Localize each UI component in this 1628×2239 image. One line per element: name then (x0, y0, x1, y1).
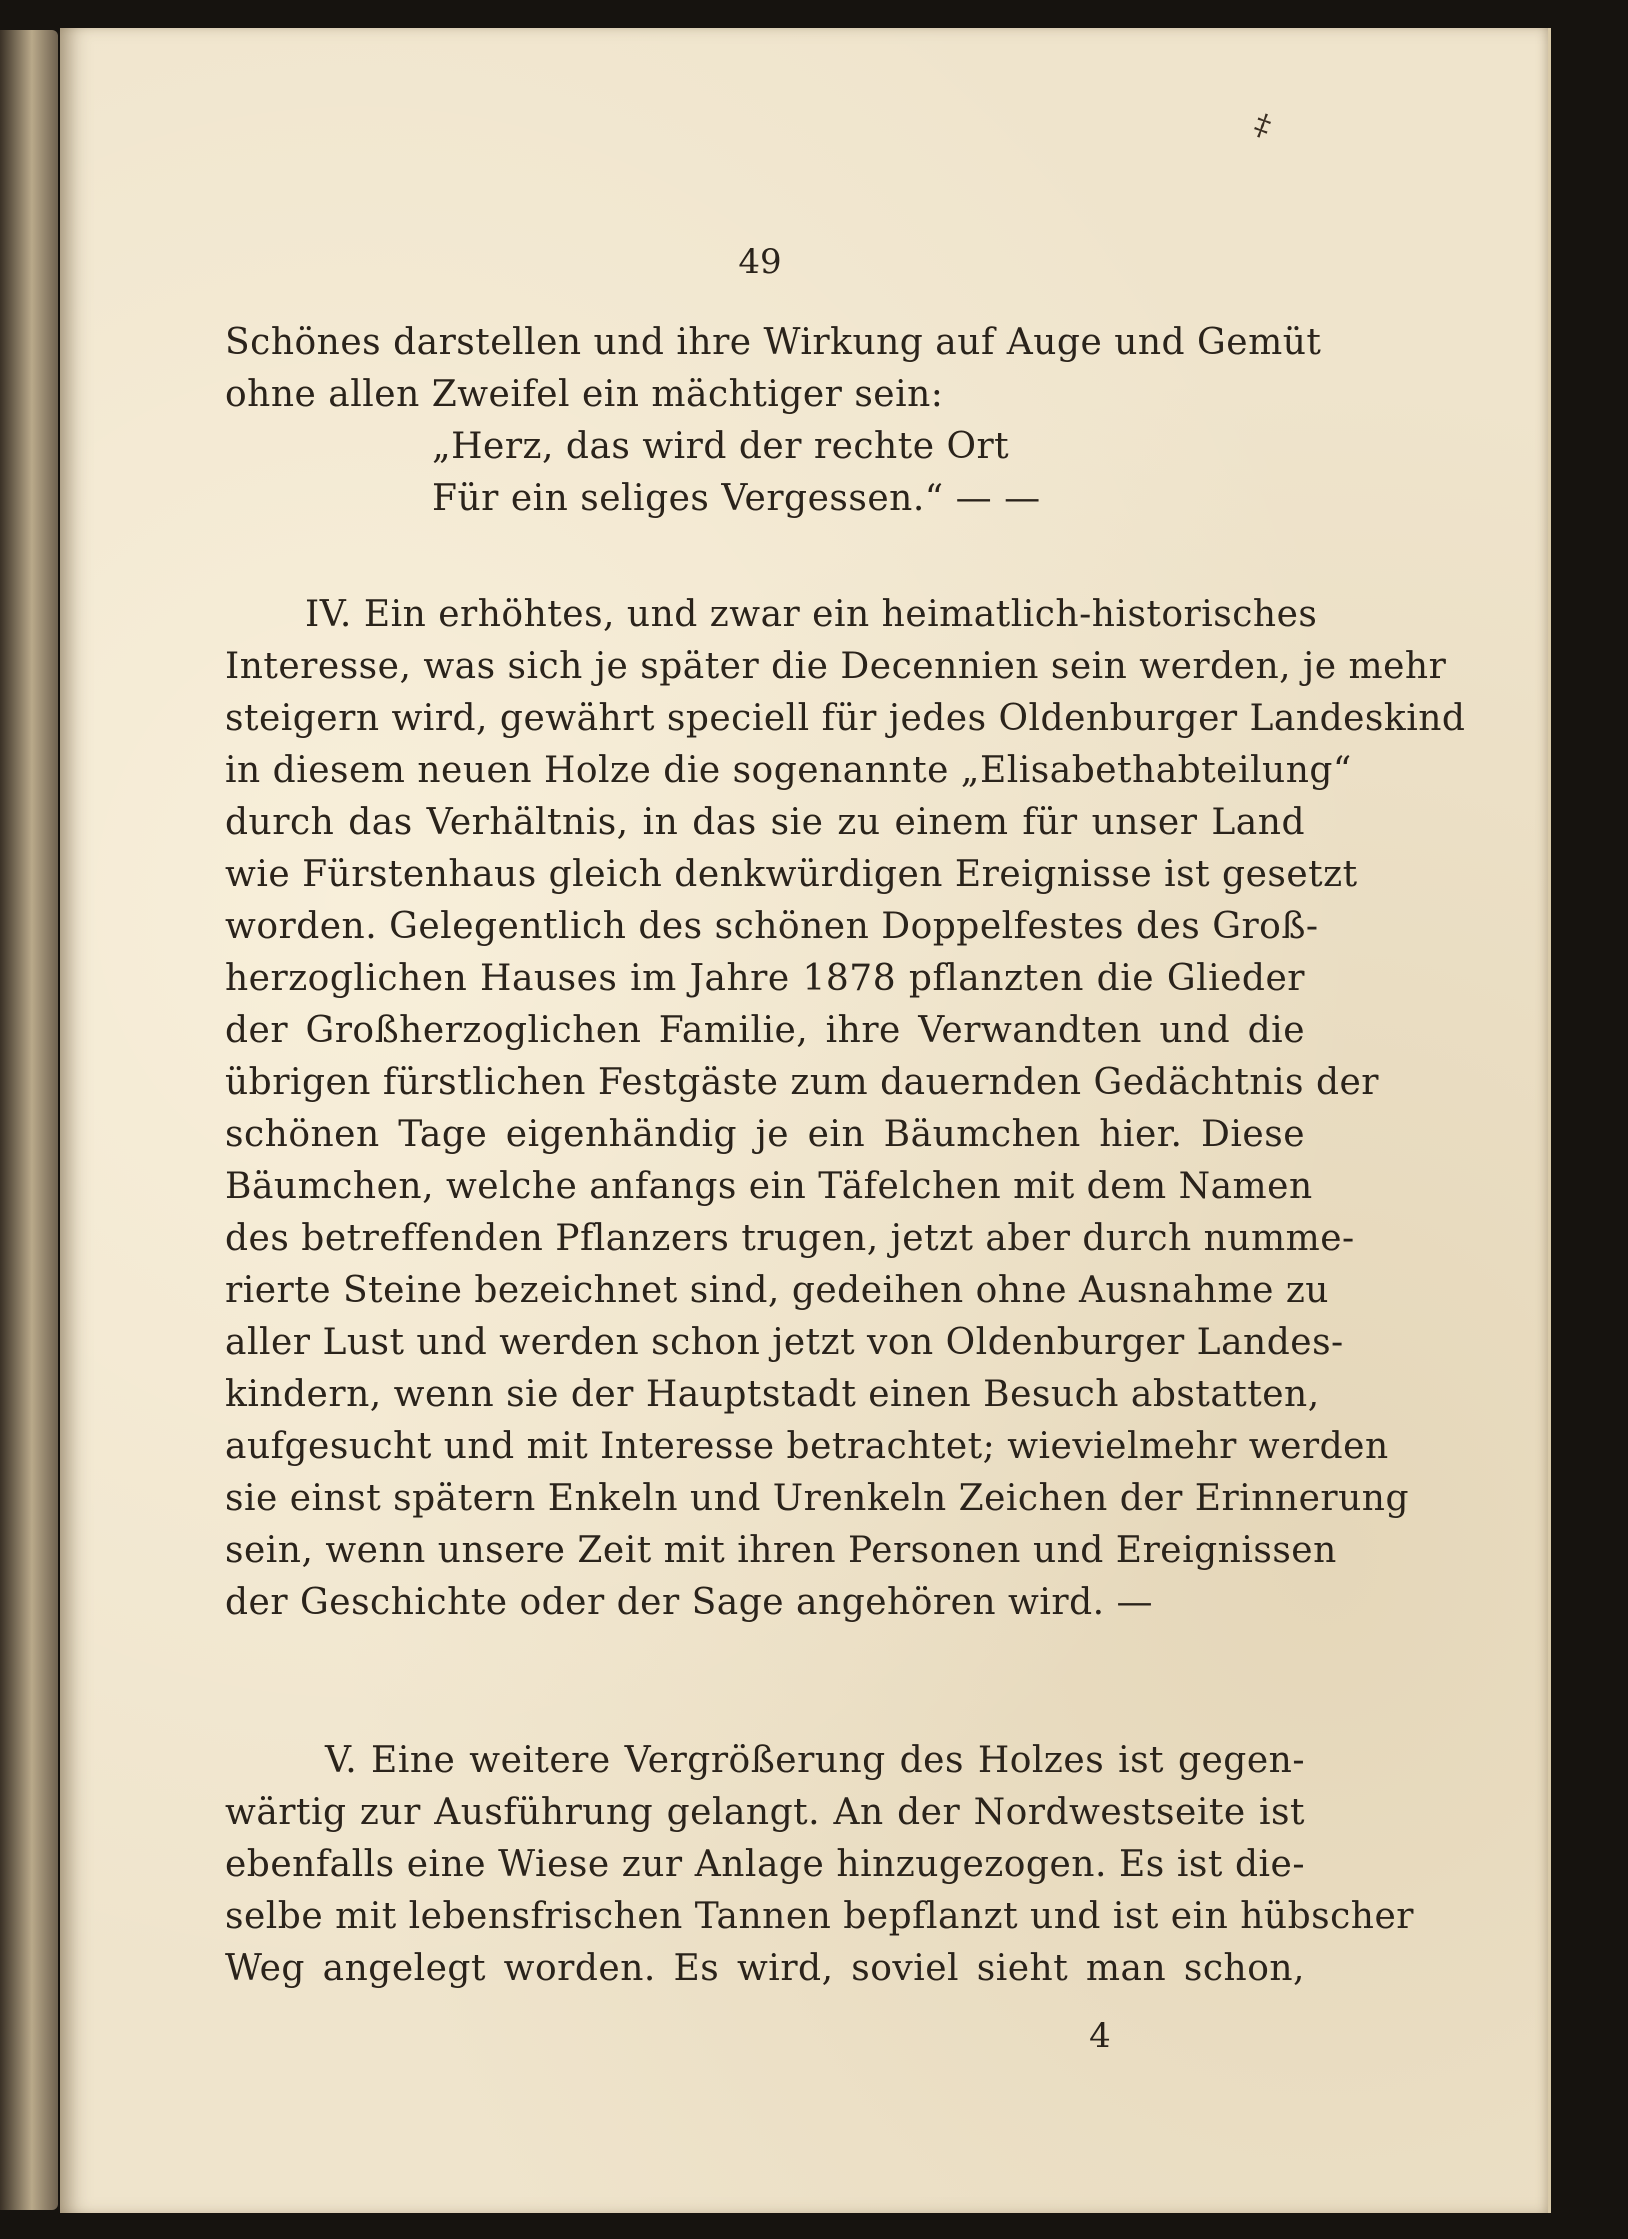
text-line: IV. Ein erhöhtes, und zwar ein heimatlich-historisches (305, 594, 1318, 635)
text-line: der Großherzoglichen Familie, ihre Verwandten und die (225, 1010, 1305, 1051)
text-line: „Herz, das wird der rechte Ort (432, 426, 1010, 467)
text-line: Weg angelegt worden. Es wird, soviel sieht man schon, (225, 1948, 1305, 1989)
text-line: wärtig zur Ausführung gelangt. An der Nordwestseite ist (225, 1792, 1305, 1833)
text-line: Bäumchen, welche anfangs ein Täfelchen mit dem Namen (225, 1166, 1313, 1207)
text-line: ebenfalls eine Wiese zur Anlage hinzugezogen. Es ist die- (225, 1844, 1305, 1885)
text-line: herzoglichen Hauses im Jahre 1878 pflanzten die Glieder (225, 958, 1305, 999)
text-line: schönen Tage eigenhändig je ein Bäumchen hier. Diese (225, 1114, 1305, 1155)
text-line: worden. Gelegentlich des schönen Doppelfestes des Groß- (225, 906, 1319, 947)
text-line: durch das Verhältnis, in das sie zu einem für unser Land (225, 802, 1305, 843)
text-line: rierte Steine bezeichnet sind, gedeihen ohne Ausnahme zu (225, 1270, 1329, 1311)
text-line: aller Lust und werden schon jetzt von Oldenburger Landes- (225, 1322, 1344, 1363)
text-line: ohne allen Zweifel ein mächtiger sein: (225, 374, 944, 415)
text-line: wie Fürstenhaus gleich denkwürdigen Ereignisse ist gesetzt (225, 854, 1358, 895)
text-line: V. Eine weitere Vergrößerung des Holzes ist gegen- (325, 1740, 1305, 1781)
page-number: 49 (738, 242, 782, 282)
text-line: kindern, wenn sie der Hauptstadt einen Besuch abstatten, (225, 1374, 1320, 1415)
text-line: steigern wird, gewährt speciell für jedes Oldenburger Landeskind (225, 698, 1466, 739)
text-line: aufgesucht und mit Interesse betrachtet; wievielmehr werden (225, 1426, 1389, 1467)
text-line: Für ein seliges Vergessen.“ — — (432, 478, 1041, 519)
text-line: in diesem neuen Holze die sogenannte „Elisabethabteilung“ (225, 750, 1352, 791)
text-line: Interesse, was sich je später die Decennien sein werden, je mehr (225, 646, 1447, 687)
text-line: des betreffenden Pflanzers trugen, jetzt aber durch numme- (225, 1218, 1355, 1259)
text-line: Schönes darstellen und ihre Wirkung auf Auge und Gemüt (225, 322, 1322, 363)
signature-mark: 4 (1089, 2016, 1111, 2056)
text-line: selbe mit lebensfrischen Tannen bepflanzt und ist ein hübscher (225, 1896, 1414, 1937)
text-line: übrigen fürstlichen Festgäste zum dauernden Gedächtnis der (225, 1062, 1380, 1103)
text-line: der Geschichte oder der Sage angehören wird. — (225, 1582, 1154, 1623)
left-page-edge (0, 30, 58, 2210)
corner-mark: ‡ (1249, 106, 1276, 145)
text-line: sein, wenn unsere Zeit mit ihren Personen und Ereignissen (225, 1530, 1337, 1571)
text-line: sie einst spätern Enkeln und Urenkeln Zeichen der Erinnerung (225, 1478, 1410, 1519)
